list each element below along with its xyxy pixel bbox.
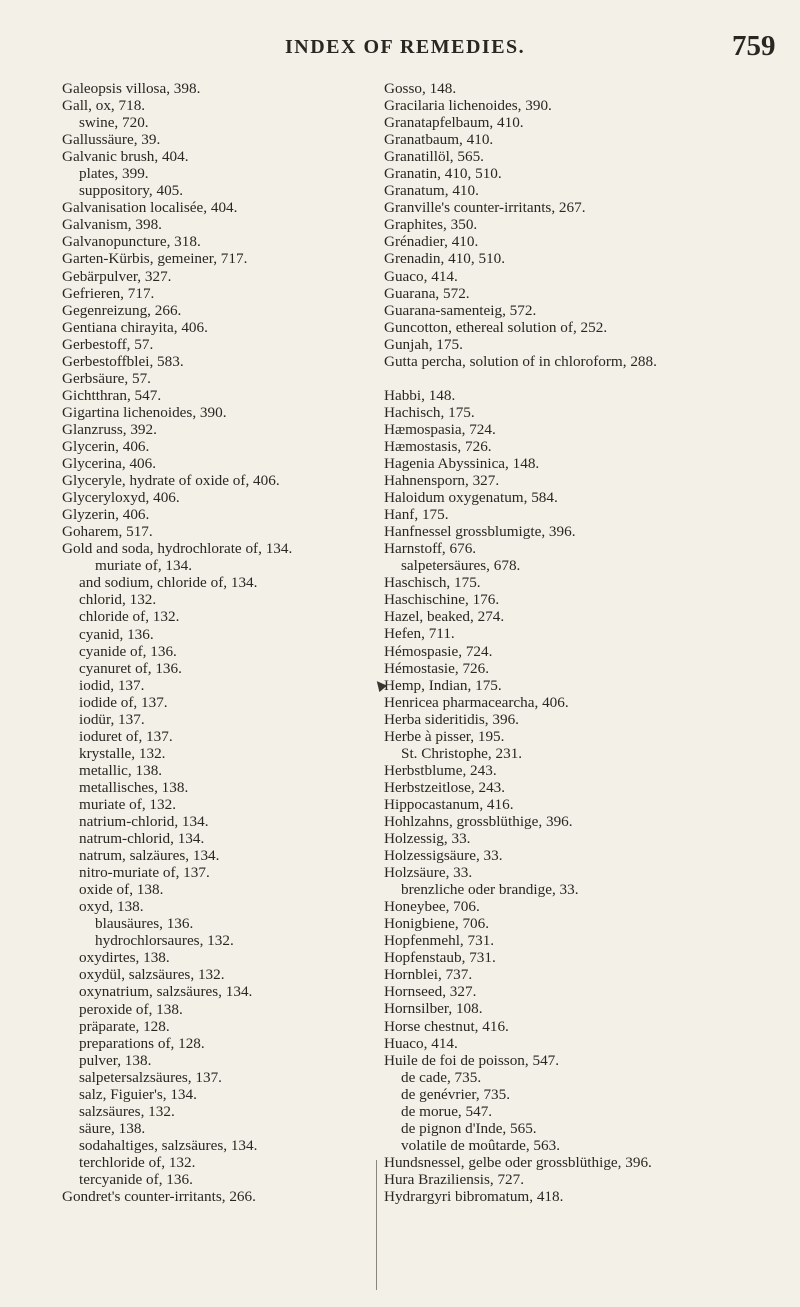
index-entry: Herbstblume, 243. (384, 761, 497, 779)
index-entry: Hura Braziliensis, 727. (384, 1170, 525, 1188)
index-entry: Gracilaria lichenoides, 390. (384, 97, 552, 115)
index-entry: Gerbestoffblei, 583. (62, 352, 184, 370)
index-entry: natrium-chlorid, 134. (79, 813, 209, 831)
index-entry: Harnstoff, 676. (384, 540, 477, 558)
index-entry: Galvanic brush, 404. (62, 148, 189, 166)
index-entry: Gerbsäure, 57. (62, 369, 151, 387)
index-entry: Gefrieren, 717. (62, 284, 155, 302)
index-entry: St. Christophe, 231. (401, 744, 523, 762)
margin-rule (376, 1160, 377, 1290)
index-entry: oxyd, 138. (79, 898, 144, 916)
index-entry: Granatum, 410. (384, 182, 479, 200)
index-entry: Hornblei, 737. (384, 966, 473, 984)
index-entry: cyanide of, 136. (79, 642, 177, 660)
index-entry: de genévrier, 735. (401, 1085, 511, 1103)
index-entry: Gunjah, 175. (384, 335, 463, 353)
index-entry: Glyceryloxyd, 406. (62, 489, 180, 507)
running-title: INDEX OF REMEDIES. (285, 36, 526, 58)
index-entry: oxide of, 138. (79, 881, 164, 899)
index-entry: Gigartina lichenoides, 390. (62, 403, 227, 421)
index-entry: Gebärpulver, 327. (62, 267, 172, 285)
index-entry: Galvanopuncture, 318. (62, 233, 201, 251)
index-entry: suppository, 405. (79, 182, 184, 200)
index-entry: cyanuret of, 136. (79, 659, 182, 677)
index-entry: nitro-muriate of, 137. (79, 864, 210, 882)
index-entry: Grenadin, 410, 510. (384, 250, 506, 268)
index-entry: peroxide of, 138. (79, 1000, 183, 1018)
index-entry: iodür, 137. (79, 710, 145, 728)
index-entry: Hippocastanum, 416. (384, 795, 514, 813)
index-entry: Huaco, 414. (384, 1034, 458, 1052)
index-entry: Garten-Kürbis, gemeiner, 717. (62, 250, 248, 268)
index-entry: Haschischine, 176. (384, 591, 500, 609)
index-entry: Guarana, 572. (384, 284, 470, 302)
index-entry: Hanf, 175. (384, 506, 449, 524)
index-entry: Gallussäure, 39. (62, 131, 161, 149)
index-entry: Honigbiene, 706. (384, 915, 490, 933)
index-entry: Hopfenstaub, 731. (384, 949, 496, 967)
index-entry: oxydirtes, 138. (79, 949, 170, 967)
index-entry: Hachisch, 175. (384, 403, 475, 421)
index-entry: Holzsäure, 33. (384, 864, 473, 882)
index-entry: Glanzruss, 392. (62, 420, 157, 438)
index-entry: oxydül, salzsäures, 132. (79, 966, 225, 984)
index-entry: Galeopsis villosa, 398. (62, 80, 201, 97)
index-entry: Holzessig, 33. (384, 830, 471, 848)
index-entry: Galvanisation localisée, 404. (62, 199, 238, 217)
index-entry: Hornseed, 327. (384, 983, 477, 1001)
index-entry: Hæmospasia, 724. (384, 420, 496, 438)
index-entry: cyanid, 136. (79, 625, 154, 643)
index-entry: Holzessigsäure, 33. (384, 847, 503, 865)
index-entry: präparate, 128. (79, 1017, 170, 1035)
index-entry: muriate of, 132. (79, 795, 177, 813)
index-entry: salpetersalzsäures, 137. (79, 1068, 222, 1086)
index-entry: Hahnensporn, 327. (384, 472, 500, 490)
index-entry: Granatillöl, 565. (384, 148, 484, 166)
index-entry: iodid, 137. (79, 676, 145, 694)
index-entry: Henricea pharmacearcha, 406. (384, 693, 569, 711)
index-entry: Gentiana chirayita, 406. (62, 318, 208, 336)
index-entry: and sodium, chloride of, 134. (79, 574, 258, 592)
index-entry: Gall, ox, 718. (62, 97, 146, 115)
index-entry: Granatbaum, 410. (384, 131, 494, 149)
index-entry: Horse chestnut, 416. (384, 1017, 509, 1035)
index-entry: Hohlzahns, grossblüthige, 396. (384, 812, 573, 830)
index-entry: Goharem, 517. (62, 523, 153, 541)
index-entry: Granatapfelbaum, 410. (384, 114, 524, 132)
index-entry: Guaco, 414. (384, 267, 458, 285)
index-entry: Glyceryle, hydrate of oxide of, 406. (62, 472, 280, 490)
page-header (0, 30, 800, 76)
index-entry: Hydrargyri bibromatum, 418. (384, 1188, 564, 1205)
index-entry: Hémostasie, 726. (384, 659, 490, 677)
index-entry: Gegenreizung, 266. (62, 301, 182, 319)
index-entry: Glycerina, 406. (62, 455, 157, 473)
index-entry: plates, 399. (79, 165, 149, 183)
index-entry: Hopfenmehl, 731. (384, 932, 495, 950)
index-entry: säure, 138. (79, 1119, 146, 1137)
index-entry: Granatin, 410, 510. (384, 165, 502, 183)
index-entry: metallisches, 138. (79, 778, 189, 796)
index-entry: chloride of, 132. (79, 608, 180, 626)
index-entry: ioduret of, 137. (79, 727, 173, 745)
index-entry: sodahaltiges, salzsäures, 134. (79, 1136, 258, 1154)
index-entry: Glyzerin, 406. (62, 506, 150, 524)
index-entry: Hemp, Indian, 175. (384, 676, 502, 694)
index-entry: salzsäures, 132. (79, 1102, 175, 1120)
index-entry: Hanfnessel grossblumigte, 396. (384, 523, 576, 541)
index-entry: oxynatrium, salzsäures, 134. (79, 983, 253, 1001)
index-entry: metallic, 138. (79, 761, 163, 779)
index-entry: Granville's counter-irritants, 267. (384, 199, 586, 217)
index-entry: volatile de moûtarde, 563. (401, 1136, 561, 1154)
index-entry: Gerbestoff, 57. (62, 335, 154, 353)
index-entry: swine, 720. (79, 114, 149, 132)
index-entry: Gichtthran, 547. (62, 386, 162, 404)
index-entry: Hazel, beaked, 274. (384, 608, 505, 626)
index-entry: Glycerin, 406. (62, 437, 150, 455)
index-entry: Gutta percha, solution of in chloroform, 288. (384, 352, 657, 370)
index-entry: Huile de foi de poisson, 547. (384, 1051, 560, 1069)
index-column-left (62, 80, 387, 1205)
index-entry: Hagenia Abyssinica, 148. (384, 454, 540, 472)
index-entry: Hæmostasis, 726. (384, 437, 492, 455)
index-entry: salpetersäures, 678. (401, 557, 521, 575)
index-entry: Honeybee, 706. (384, 898, 480, 916)
index-entry: Herbe à pisser, 195. (384, 727, 505, 745)
index-entry: Haschisch, 175. (384, 574, 481, 592)
index-entry: hydrochlorsaures, 132. (95, 932, 234, 950)
index-entry: brenzliche oder brandige, 33. (401, 881, 579, 899)
index-entry: natrum-chlorid, 134. (79, 830, 205, 848)
index-entry: Gondret's counter-irritants, 266. (62, 1188, 256, 1206)
index-entry: Galvanism, 398. (62, 216, 162, 234)
index-entry: Guncotton, ethereal solution of, 252. (384, 318, 608, 336)
index-entry: Gold and soda, hydrochlorate of, 134. (62, 540, 293, 558)
index-entry: krystalle, 132. (79, 744, 166, 762)
index-entry: tercyanide of, 136. (79, 1171, 193, 1188)
index-entry: Herbstzeitlose, 243. (384, 778, 506, 796)
index-entry: blausäures, 136. (95, 915, 194, 933)
index-entry: de cade, 735. (401, 1068, 482, 1086)
index-entry: Grénadier, 410. (384, 233, 479, 251)
index-entry: iodide of, 137. (79, 693, 168, 711)
index-entry: Habbi, 148. (384, 386, 456, 404)
index-entry: Hémospasie, 724. (384, 642, 493, 660)
index-entry: preparations of, 128. (79, 1034, 205, 1052)
index-entry: terchloride of, 132. (79, 1153, 196, 1171)
index-entry: salz, Figuier's, 134. (79, 1085, 197, 1103)
index-entry: pulver, 138. (79, 1051, 152, 1069)
index-entry: de morue, 547. (401, 1102, 493, 1120)
page-number: 759 (732, 30, 776, 62)
index-entry: Guarana-samenteig, 572. (384, 301, 537, 319)
index-entry: Hefen, 711. (384, 625, 455, 643)
index-entry: Haloidum oxygenatum, 584. (384, 489, 558, 507)
index-entry: Graphites, 350. (384, 216, 478, 234)
index-entry: natrum, salzäures, 134. (79, 847, 220, 865)
index-entry: chlorid, 132. (79, 591, 157, 609)
index-entry: Herba sideritidis, 396. (384, 710, 519, 728)
index-entry: Gosso, 148. (384, 80, 457, 97)
index-entry: muriate of, 134. (95, 557, 193, 575)
index-entry: Hundsnessel, gelbe oder grossblüthige, 396. (384, 1153, 652, 1171)
index-entry: Hornsilber, 108. (384, 1000, 483, 1018)
index-column-right (384, 80, 784, 1205)
index-entry: de pignon d'Inde, 565. (401, 1119, 537, 1137)
